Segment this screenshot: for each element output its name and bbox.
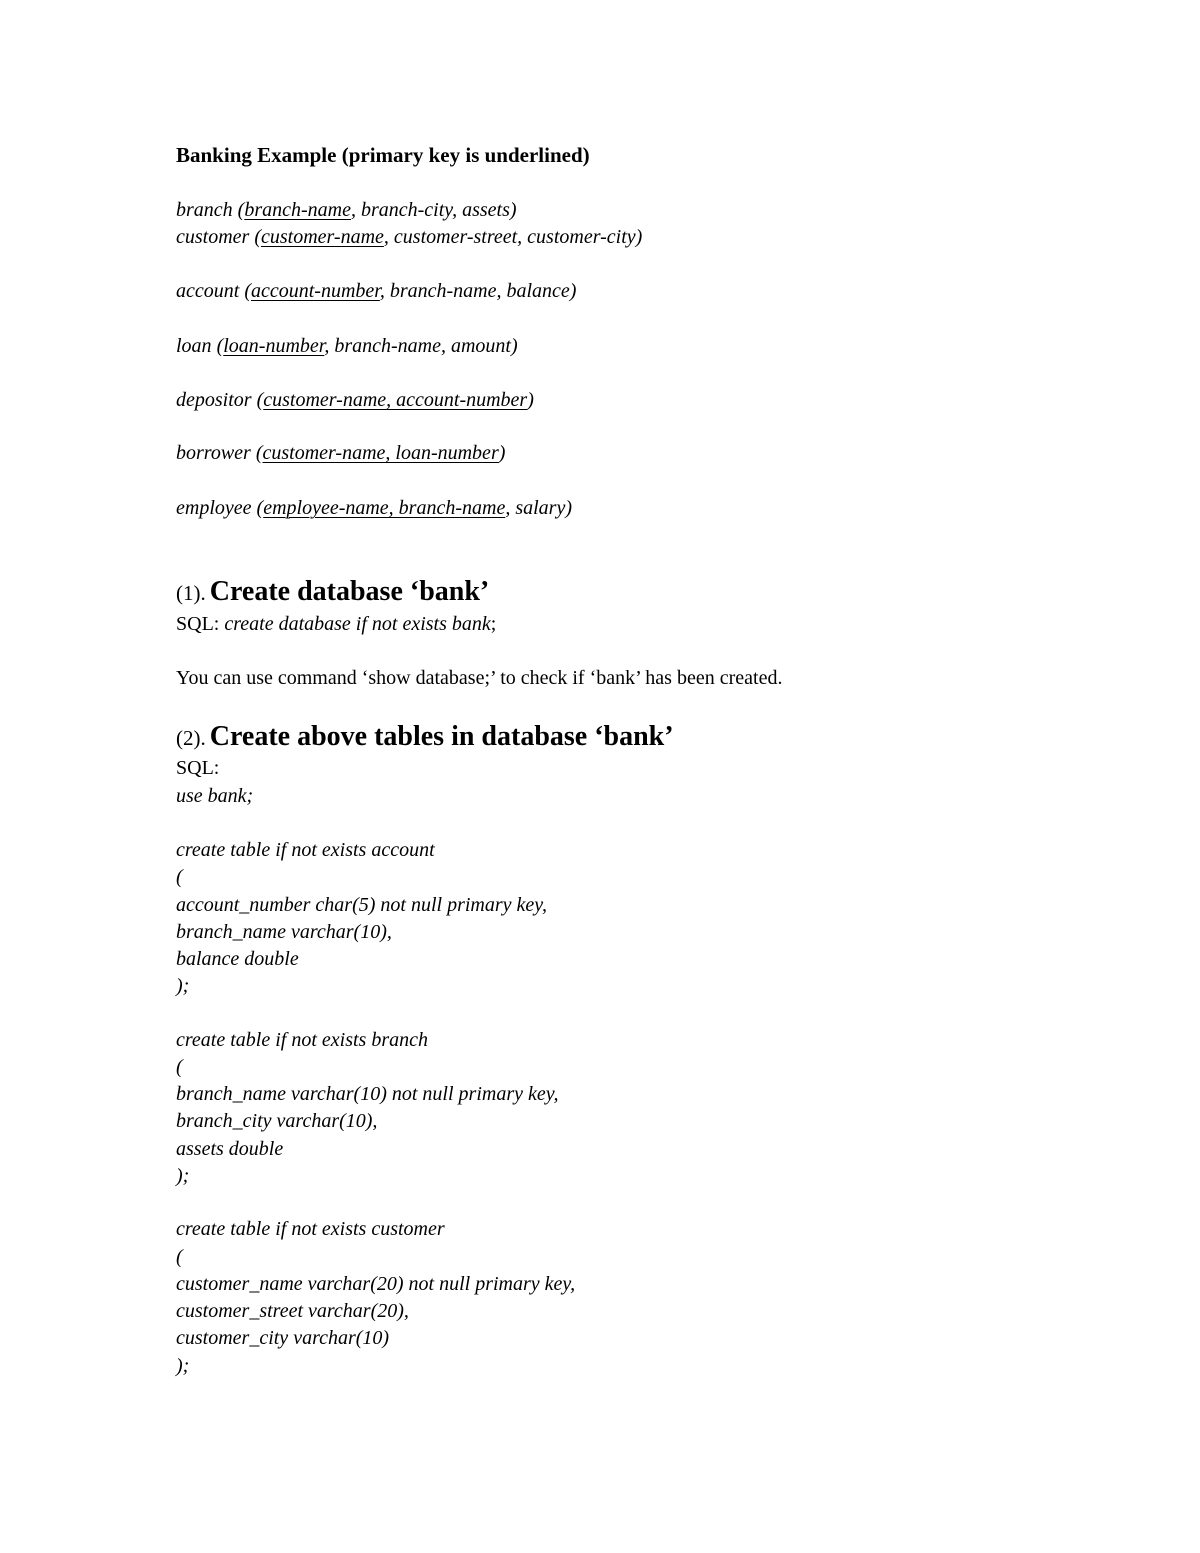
schema-line — [176, 336, 518, 356]
sql-open-paren: ( — [176, 1056, 183, 1078]
schema-rest: ) — [527, 389, 534, 411]
schema-line — [176, 390, 534, 410]
schema-line — [176, 498, 572, 518]
schema-name: borrower — [176, 442, 251, 464]
schema-open: ( — [239, 280, 251, 302]
sql-column: customer_street varchar(20), — [176, 1300, 409, 1322]
sql-label: SQL: — [176, 613, 225, 635]
sql-column: branch_name varchar(10) not null primary key, — [176, 1083, 559, 1105]
primary-key: branch-name — [244, 199, 351, 221]
sql-open-paren: ( — [176, 1246, 183, 1268]
primary-key: loan-number — [223, 335, 325, 357]
primary-key: customer-name — [261, 226, 384, 248]
section-heading — [176, 578, 489, 606]
sql-column: customer_city varchar(10) — [176, 1327, 390, 1349]
sql-open-paren: ( — [176, 866, 183, 888]
sql-label: SQL: — [176, 757, 220, 779]
sql-use-statement: use bank; — [176, 785, 254, 807]
primary-key: customer-name, account-number — [263, 389, 528, 411]
primary-key: employee-name, branch-name — [263, 497, 506, 519]
schema-line — [176, 227, 642, 247]
schema-name: customer — [176, 226, 250, 248]
schema-name: branch — [176, 199, 233, 221]
primary-key: account-number — [250, 280, 380, 302]
sql-column: branch_city varchar(10), — [176, 1110, 378, 1132]
schema-name: depositor — [176, 389, 252, 411]
sql-create-statement: create table if not exists customer — [176, 1218, 445, 1240]
section-title: Create database ‘bank’ — [209, 576, 490, 607]
schema-open: ( — [211, 335, 224, 357]
schema-name: loan — [176, 335, 212, 357]
sql-column: assets double — [176, 1138, 284, 1160]
schema-name: employee — [176, 497, 252, 519]
schema-open: ( — [249, 226, 261, 248]
sql-close-paren: ); — [176, 975, 190, 997]
section-number: (1). — [176, 581, 206, 605]
sql-column: balance double — [176, 948, 299, 970]
schema-open: ( — [250, 442, 263, 464]
sql-column: branch_name varchar(10), — [176, 921, 392, 943]
schema-open: ( — [251, 497, 264, 519]
sql-create-statement: create table if not exists account — [176, 839, 435, 861]
sql-create-statement: create table if not exists branch — [176, 1029, 428, 1051]
section-title: Create above tables in database ‘bank’ — [209, 721, 674, 752]
schema-rest: , branch-city, assets) — [350, 199, 517, 221]
sql-line — [176, 614, 496, 634]
primary-key: customer-name, loan-number — [262, 442, 499, 464]
sql-column: customer_name varchar(20) not null primary key, — [176, 1273, 576, 1295]
section-heading — [176, 723, 674, 751]
schema-rest: , salary) — [505, 497, 572, 519]
schema-line — [176, 443, 505, 463]
schema-open: ( — [251, 389, 264, 411]
schema-rest: , branch-name, amount) — [324, 335, 518, 357]
schema-rest: ) — [498, 442, 506, 464]
note-text: You can use command ‘show database;’ to check if ‘bank’ has been created. — [176, 667, 783, 689]
sql-column: account_number char(5) not null primary key, — [176, 894, 548, 916]
schema-rest: , customer-street, customer-city) — [383, 226, 643, 248]
sql-terminator: ; — [490, 613, 497, 635]
sql-close-paren: ); — [176, 1355, 190, 1377]
schema-name: account — [176, 280, 240, 302]
sql-statement: create database if not exists bank — [224, 613, 491, 635]
schema-open: ( — [232, 199, 245, 221]
schema-line — [176, 281, 576, 301]
section-number: (2). — [176, 726, 206, 750]
schema-rest: , branch-name, balance) — [379, 280, 577, 302]
schema-line — [176, 200, 517, 220]
sql-close-paren: ); — [176, 1165, 190, 1187]
document-title: Banking Example (primary key is underlined) — [176, 143, 590, 167]
